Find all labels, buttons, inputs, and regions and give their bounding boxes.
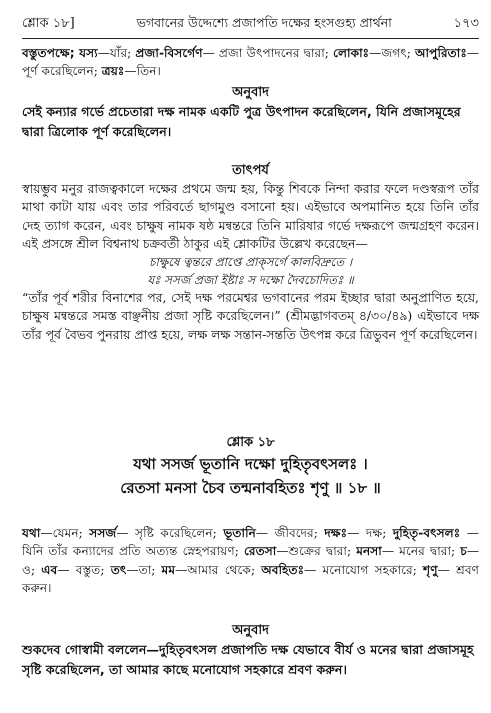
synonym-word: ত্রয়ঃ xyxy=(101,64,125,79)
synonym-meaning: —আমার থেকে; xyxy=(175,562,262,577)
synonym-word: লোকাঃ xyxy=(333,46,370,60)
sanskrit-quote-line-2: যঃ সসর্জ প্রজা ইষ্টাঃ স দক্ষো দৈবচোদিতঃ ॥ xyxy=(147,273,354,288)
synonym-meaning: — মনের দ্বারা; xyxy=(381,544,461,559)
synonym-meaning: —শুক্রের দ্বারা; xyxy=(276,544,357,559)
synonym-word: মনসা xyxy=(356,544,382,559)
word-for-word-verse xyxy=(22,524,479,598)
verse-line-2: রেতসা মনসা চৈব তন্মনাবহিতঃ শৃণু ॥ ১৮ ॥ xyxy=(120,479,381,497)
synonym-word: শৃণু xyxy=(423,562,438,577)
synonym-word: তৎ xyxy=(110,562,127,577)
synonym-meaning: —তিন। xyxy=(124,64,161,79)
purport-paragraph-2: “তাঁর পূর্ব শরীর বিনাশের পর, সেই দক্ষ পরমেশ্বর ভগবানের পরম ইচ্ছার দ্বারা অনুপ্রাণিত হয়ে, চাক্ষুষ মন্বন্তরে সমস্ত বাঞ্ছনীয় প্রজা সৃষ্টি করেছিলেন।” (শ্রীমদ্ভাগবতম্‌ ৪/৩০/৪৯) এইভাবে দক্ষ তাঁর পূর্ব বৈভব পুনরায় প্রাপ্ত হয়ে, লক্ষ লক্ষ সন্তান-সন্ততি উৎপন্ন করে ত্রিভুবন পূর্ণ করেছিলেন। xyxy=(22,290,479,342)
translation-heading: অনুবাদ xyxy=(232,623,269,638)
page-number: ১৭৩ xyxy=(453,16,479,31)
synonym-meaning: — দক্ষ; xyxy=(347,526,393,540)
synonym-word: দক্ষঃ xyxy=(324,526,348,540)
synonym-word: যথা xyxy=(22,526,41,540)
purport-section xyxy=(22,162,479,344)
synonym-meaning: — জীবদের; xyxy=(255,526,325,540)
translation-text: সেই কন্যার গর্ভে প্রচেতারা দক্ষ নামক একটি পুত্র উৎপাদন করেছিলেন, যিনি প্রজাসমূহের দ্বারা ত্রিলোক পূর্ণ করেছিলেন। xyxy=(22,104,461,139)
synonym-meaning: —জগৎ; xyxy=(369,46,415,60)
synonym-meaning: — ও; xyxy=(22,544,479,577)
synonym-word: ভূতানি xyxy=(223,526,256,540)
synonym-word: চ xyxy=(460,544,467,559)
translation-text: শুকদেব গোস্বামী বললেন—দুহিতৃবৎসল প্রজাপতি দক্ষ যেভাবে বীর্য ও মনের দ্বারা প্রজাসমূহ সৃষ্টি করেছিলেন, তা আমার কাছে মনোযোগ সহকারে শ্রবণ করুন। xyxy=(22,642,474,677)
translation-heading: অনুবাদ xyxy=(232,85,269,100)
synonyms-verse xyxy=(22,524,479,598)
synonym-word: মম xyxy=(161,562,176,577)
verse-heading: শ্লোক ১৮ xyxy=(226,435,275,450)
synonym-word: যস্য xyxy=(79,46,98,60)
running-title: ভগবানের উদ্দেশ্যে প্রজাপতি দক্ষের হংসগুহ্য প্রার্থনা xyxy=(136,15,392,30)
synonym-meaning: — সৃষ্টি করেছিলেন; xyxy=(116,526,224,540)
synonym-meaning: —যেমন; xyxy=(40,526,90,540)
synonym-word: আপুরিতাঃ xyxy=(414,46,467,60)
synonym-meaning: —তা; xyxy=(126,562,162,577)
synonym-meaning: — বস্তুত; xyxy=(57,562,111,577)
verse-section xyxy=(22,434,479,500)
synonym-meaning: — প্রজা উৎপাদনের দ্বারা; xyxy=(202,46,334,60)
synonyms-top xyxy=(22,44,479,81)
page-header xyxy=(22,14,479,39)
purport-heading: তাৎপর্য xyxy=(232,163,269,178)
sanskrit-quote-line-1: চাক্ষুষে ত্বন্তরে প্রাপ্তে প্রাক্‌সর্গে কালবিদ্রুতে । xyxy=(148,255,353,270)
synonym-word: সসর্জ xyxy=(89,526,117,540)
synonym-word: বস্তুতপক্ষে; xyxy=(22,46,80,60)
verse-line-1: যথা সসর্জ ভূতানি দক্ষো দুহিতৃবৎসলঃ । xyxy=(133,455,368,473)
translation-section-1 xyxy=(22,84,479,141)
synonym-word: অবহিতঃ xyxy=(261,562,305,577)
synonym-meaning: — যিনি তাঁর কন্যাদের প্রতি অত্যন্ত স্নেহপরায়ণ; xyxy=(22,526,479,559)
synonym-meaning: —যাঁর; xyxy=(97,46,136,60)
synonym-meaning: — মনোযোগ সহকারে; xyxy=(304,562,424,577)
synonym-word: এব xyxy=(41,562,58,577)
synonym-meaning: — শ্রবণ করুন। xyxy=(22,562,479,596)
purport-paragraph-1: স্বায়ম্ভুব মনুর রাজত্বকালে দক্ষের প্রথমে জন্ম হয়, কিন্তু শিবকে নিন্দা করার ফলে দণ্ডস্বরূপ তাঁর মাথা কাটা যায় এবং তার পরিবর্তে ছাগমুণ্ড বসানো হয়। এইভাবে অপমানিত হয়ে তিনি তাঁর দেহ ত্যাগ করেন, এবং চাক্ষুষ নামক ষষ্ঠ মন্বন্তরে তিনি মারিষার গর্ভে দক্ষরূপে জন্মগ্রহণ করেন। এই প্রসঙ্গে শ্রীল বিশ্বনাথ চক্রবর্তী ঠাকুর এই শ্লোকটির উল্লেখ করেছেন— xyxy=(22,181,479,251)
synonym-word: দুহিতৃ-বৎসলঃ xyxy=(392,526,461,540)
translation-section-2 xyxy=(22,622,479,679)
synonym-word: প্রজা-বিসর্গেণ xyxy=(135,46,203,60)
chapter-reference: শ্লোক ১৮] xyxy=(22,16,75,31)
word-for-word-top xyxy=(22,44,479,81)
synonym-meaning: —পূর্ণ করেছিলেন; xyxy=(22,46,480,79)
synonym-word: রেতসা xyxy=(243,544,277,559)
